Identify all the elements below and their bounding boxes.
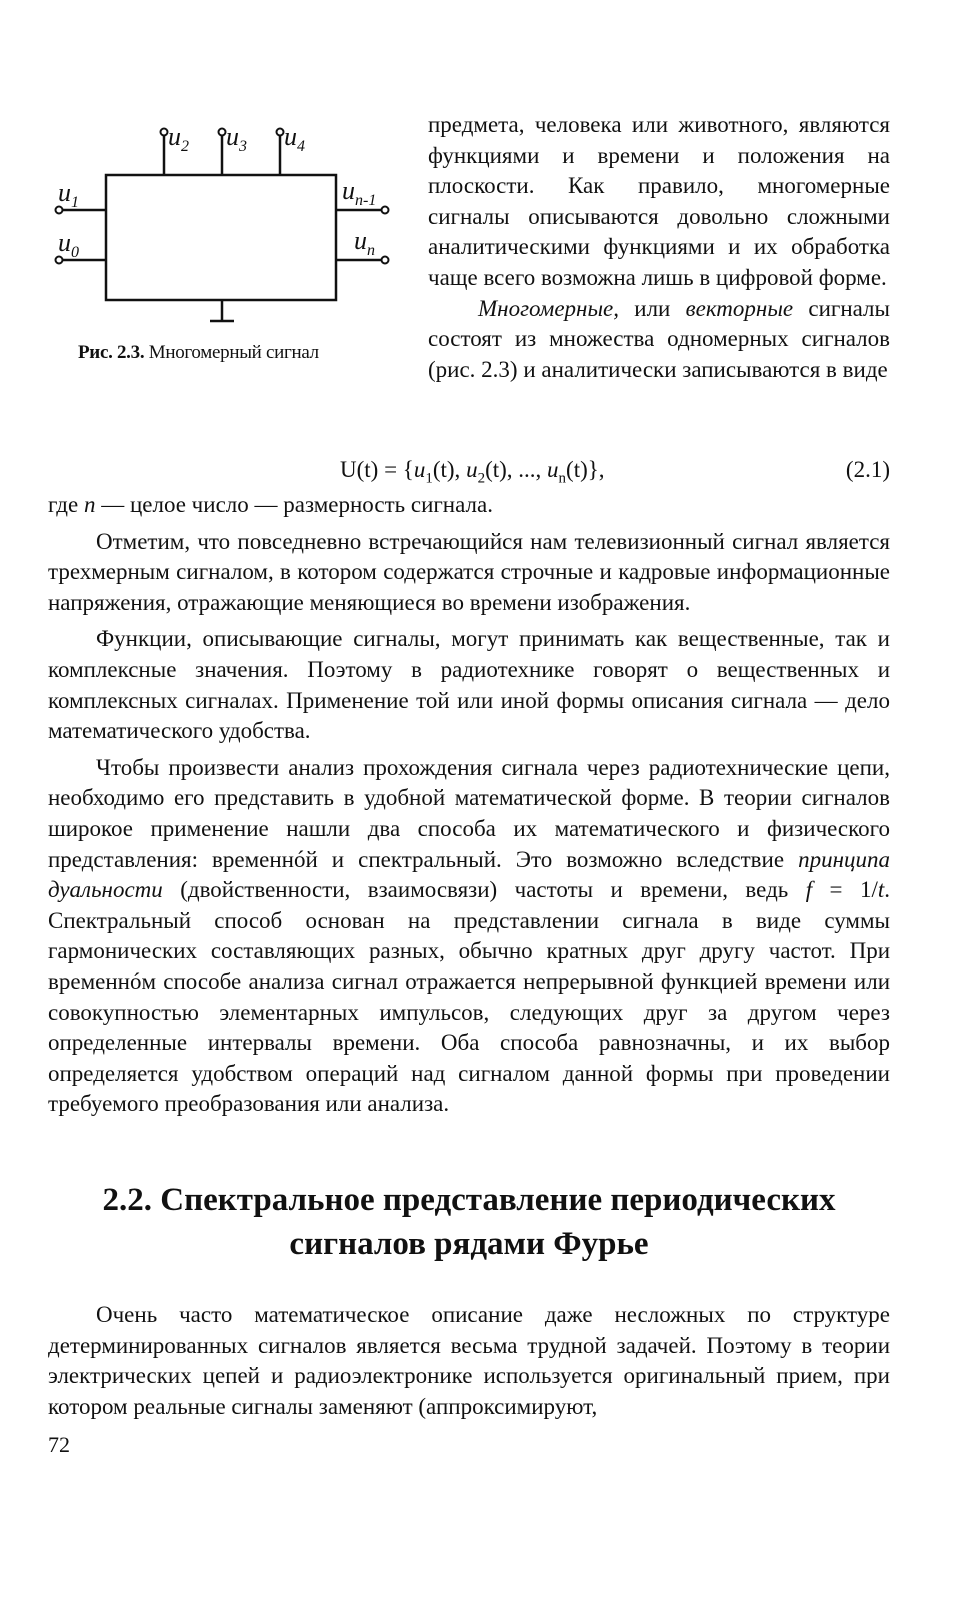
paragraph: где n — целое число — размерность сигнала.	[48, 492, 493, 517]
paragraph: Чтобы произвести анализ прохождения сигнала через радиотехнические цепи, необходимо его представить в удобной математической форме. В теории сигналов широкое применение нашли два способа их математического и физического представления: временнóй и спектральный. Это возможно вследствие принципа дуальности (двойственности, взаимосвязи) частоты и времени, ведь f = 1/t. Спектральный способ основан на представлении сигнала в виде суммы гармонических составляющих разных, обычно кратных друг другу частот. При временнóм способе анализа сигнал отражается непрерывной функцией времени или совокупностью элементарных импульсов, следующих друг за другом через определенные интервалы времени. Оба способа равнозначны, и их выбор определяется удобством операций над сигналом данной формы при проведении требуемого преобразования или анализа.	[48, 754, 890, 1117]
label-u3: $u_3$	[226, 122, 247, 156]
label-un-1: $u_{n-1}$	[342, 176, 377, 210]
paragraph: Функции, описывающие сигналы, могут принимать как вещественные, так и комплексные значения. Поэтому в радиотехнике говорят о вещественных и комплексных сигналах. Применение той или иной формы описания сигнала — дело математического удобства.	[48, 626, 890, 744]
right-column-text	[428, 110, 890, 385]
label-un: $u_n$	[354, 226, 375, 260]
figure-caption: Рис. 2.3. Многомерный сигнал	[78, 342, 319, 363]
main-text	[48, 490, 890, 1120]
label-u2: $u_2$	[168, 122, 189, 156]
formula-number: (2.1)	[845, 457, 890, 482]
figure-multidimensional-signal	[50, 110, 410, 390]
label-u0: $u_0$	[58, 228, 79, 262]
label-u4: $u_4$	[284, 122, 305, 156]
formula-2-1	[340, 455, 890, 485]
section-heading: 2.2. Спектральное представление периодических сигналов рядами Фурье	[102, 1182, 836, 1262]
closing-text	[48, 1300, 890, 1422]
paragraph: предмета, человека или животного, являются функциями и времени и положения на плоскости. Как правило, многомерные сигналы описываются довольно сложными аналитическими функциями и их обработка чаще всего возможна лишь в цифровой форме.	[428, 112, 890, 290]
paragraph: Многомерные, или векторные сигналы состоят из множества одномерных сигналов (рис. 2.3) и аналитически записываются в виде	[428, 295, 890, 382]
formula-expression: $U(t) = \{u_1(t)$, $u_2(t)$, ..., $u_n(t)$},	[340, 457, 605, 487]
paragraph: Отметим, что повседневно встречающийся нам телевизионный сигнал является трехмерным сигналом, в котором содержатся строчные и кадровые информационные напряжения, отражающие меняющиеся во времени изображения.	[48, 528, 890, 615]
label-u1: $u_1$	[58, 178, 79, 212]
signal-block	[106, 175, 336, 300]
paragraph: Очень часто математическое описание даже несложных по структуре детерминированных сигналов является весьма трудной задачей. Поэтому в теории электрических цепей и радиоэлектронике используется оригинальный прием, при котором реальные сигналы заменяют (аппроксимируют,	[48, 1302, 890, 1419]
page-number: 72	[48, 1432, 70, 1457]
